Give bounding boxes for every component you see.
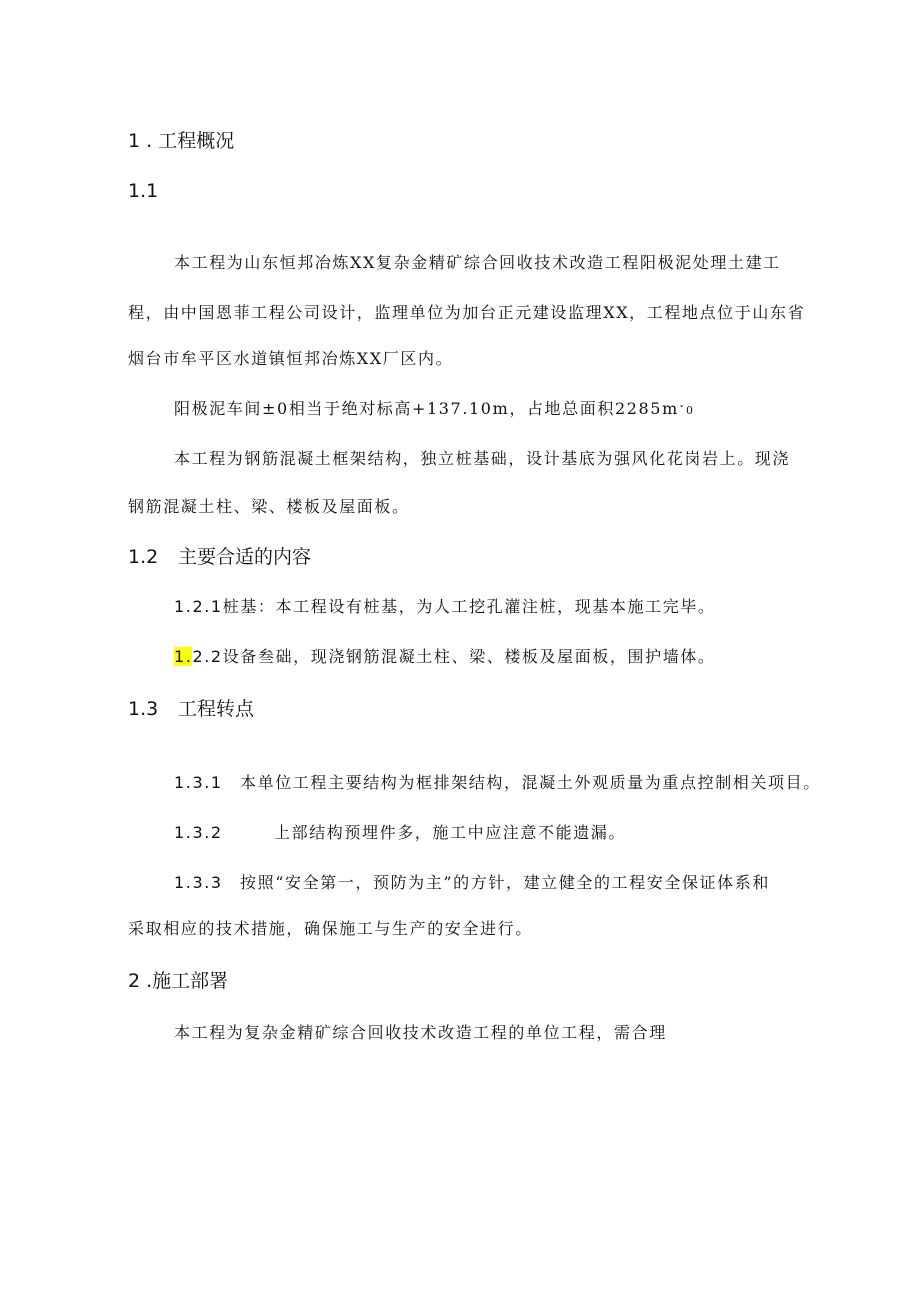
section-number: 1.3: [128, 698, 159, 720]
paragraph-1-line-2: 程，由中国恩菲工程公司设计，监理单位为加台正元建设监理XX，工程地点位于山东省: [128, 303, 806, 322]
item-text: 设备叁础，现浇钢筋混凝土柱、梁、楼板及屋面板，围护墙体。: [222, 647, 716, 666]
section-title: .施工部署: [140, 970, 229, 992]
item-number: 1.3.2: [174, 823, 223, 842]
paragraph-2-text: 阳极泥车间±0相当于绝对标高+137.10m，占地总面积2285m: [174, 399, 679, 418]
paragraph-2-suffix: ˇ0: [678, 404, 695, 417]
item-text: 本单位工程主要结构为框排架结构，混凝土外观质量为重点控制相关项目。: [240, 773, 821, 792]
paragraph-3-line-1: 本工程为钢筋混凝土框架结构，独立桩基础，设计基底为强风化花岗岩上。现浇: [174, 449, 791, 468]
item-number: 2.2: [192, 647, 223, 666]
item-1-3-2: [174, 820, 626, 843]
section-heading-2: [128, 966, 228, 993]
item-1-2-2: [174, 644, 716, 667]
item-1-3-3-line-2: 采取相应的技术措施，确保施工与生产的安全进行。: [128, 919, 533, 938]
section-title: . 工程概况: [140, 130, 235, 152]
item-number: 1.3.1: [174, 773, 223, 792]
paragraph-4-line-1: 本工程为复杂金精矿综合回收技术改造工程的单位工程，需合理: [174, 1023, 667, 1042]
item-text: 桩基：本工程设有桩基，为人工挖孔灌注桩，现基本施工完毕。: [222, 597, 716, 616]
section-heading-1-3: [128, 694, 254, 721]
section-heading-1-1: [128, 180, 158, 202]
section-number: 2: [128, 970, 141, 992]
item-number: 1.2.1: [174, 597, 223, 616]
item-number: 1.3.3: [174, 873, 223, 892]
section-title: 主要合适的内容: [178, 546, 312, 568]
item-text: 按照“安全第一，预防为主”的方针，建立健全的工程安全保证体系和: [240, 873, 770, 892]
paragraph-2: [174, 396, 695, 419]
section-number: 1: [128, 130, 141, 152]
item-1-2-1: [174, 594, 716, 617]
item-1-3-3-line-1: [174, 870, 770, 893]
section-heading-1-2: [128, 542, 311, 569]
paragraph-3-line-2: 钢筋混凝土柱、梁、楼板及屋面板。: [128, 497, 410, 516]
section-number: 1.2: [128, 546, 159, 568]
section-title: 工程转点: [178, 698, 255, 720]
item-1-3-1: [174, 770, 821, 793]
highlighted-number: 1.: [174, 647, 193, 666]
section-number: 1.1: [128, 180, 159, 202]
paragraph-1-line-1: 本工程为山东恒邦冶炼XX复杂金精矿综合回收技术改造工程阳极泥处理土建工: [174, 253, 781, 272]
item-text: 上部结构预埋件多，施工中应注意不能遗漏。: [274, 823, 627, 842]
paragraph-1-line-3: 烟台市牟平区水道镇恒邦冶炼XX厂区内。: [128, 349, 454, 368]
section-heading-1: [128, 126, 234, 153]
